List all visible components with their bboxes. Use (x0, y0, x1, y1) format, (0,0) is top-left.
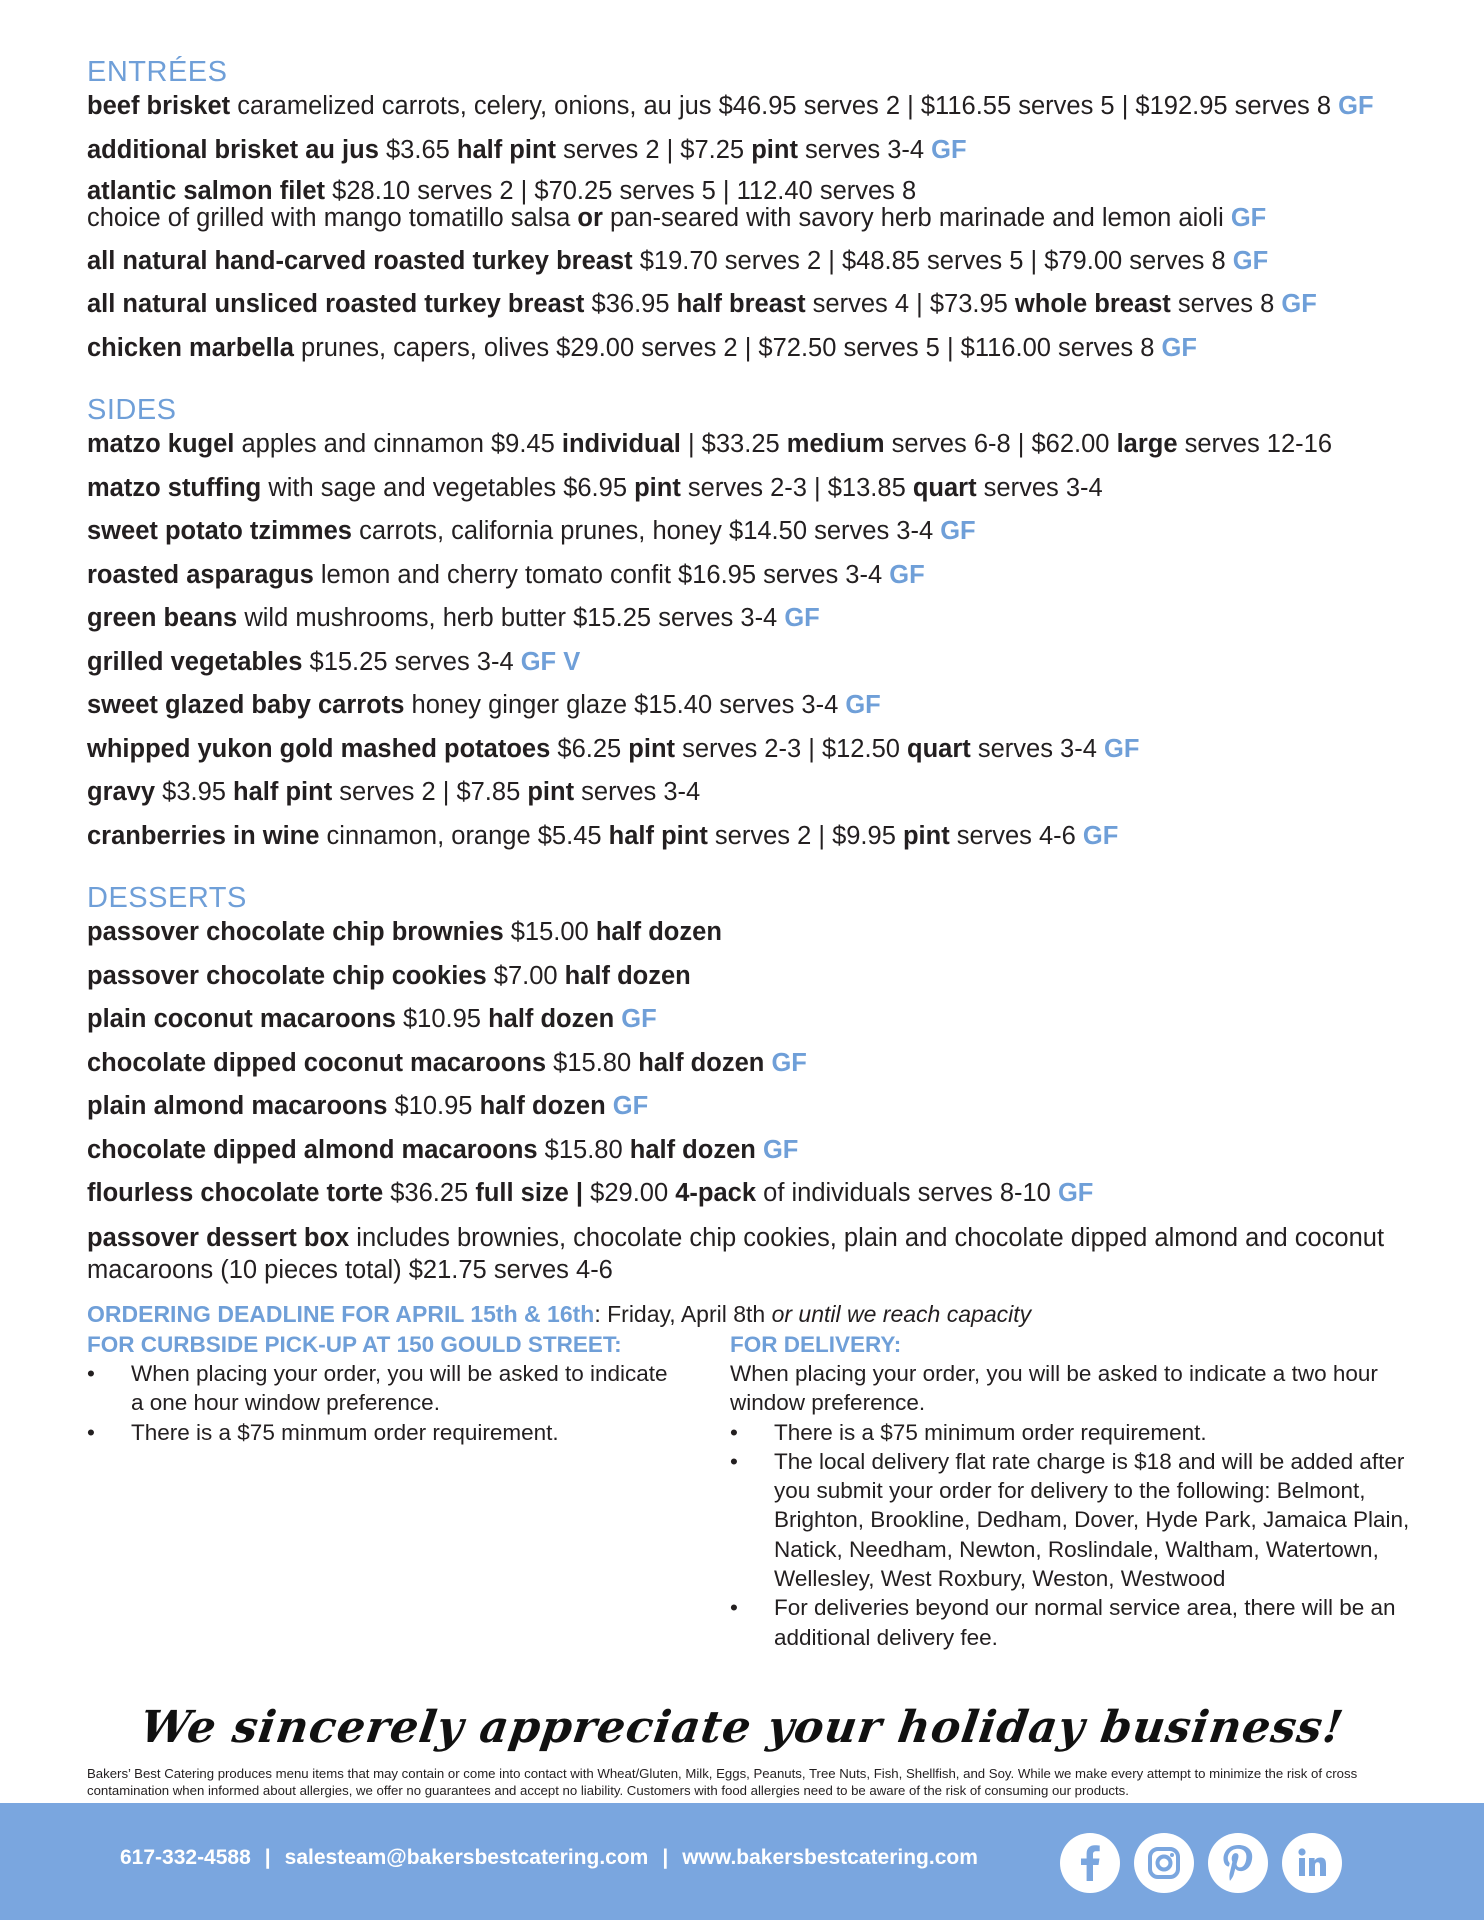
curbside-list (87, 1359, 677, 1447)
list-item: • When placing your order, you will be asked to indicate a one hour window preference. (87, 1361, 668, 1416)
gluten-free-tag: GF (1232, 246, 1269, 275)
menu-item-dipped-almond-macaroons: chocolate dipped almond macaroons $15.80 half dozen GF (87, 1135, 799, 1164)
gluten-free-tag: GF (784, 604, 820, 632)
item-name: beef brisket (87, 92, 231, 120)
facebook-icon[interactable] (1060, 1833, 1120, 1893)
gluten-free-tag: GF (771, 1048, 807, 1077)
menu-item-asparagus: roasted asparagus lemon and cherry tomato confit $16.95 serves 3-4 GF (87, 560, 925, 589)
menu-item-cookies: passover chocolate chip cookies $7.00 half dozen (87, 961, 691, 990)
menu-item-dessert-box: passover dessert box includes brownies, chocolate chip cookies, plain and chocolate dipped almond and coconut macaroons (10 pieces total) $21.75 serves 4-6 (87, 1223, 1385, 1284)
ordering-deadline: ORDERING DEADLINE FOR APRIL 15th & 16th: Friday, April 8th or until we reach capacity (87, 1301, 1032, 1327)
allergy-disclaimer: Bakers’ Best Catering produces menu items that may contain or come into contact with Wheat/Gluten, Milk, Eggs, Peanuts, Tree Nuts, Fish, Shellfish, and Soy. While we make every attempt to minimize the risk of cross contamination when informed about allergies, we offer no guarantees and accept no liability. Customers with food allergies need to be aware of the risk of consuming our products. (87, 1766, 1358, 1798)
email-link[interactable]: salesteam@bakersbestcatering.com (284, 1846, 649, 1869)
list-item: • For deliveries beyond our normal service area, there will be an additional delivery fee. (730, 1595, 1396, 1650)
gluten-free-tag: GF (1082, 821, 1119, 850)
menu-item-cranberries: cranberries in wine cinnamon, orange $5.45 half pint serves 2 | $9.95 pint serves 4-6 GF (87, 821, 1119, 850)
footer-bar (0, 1803, 1484, 1920)
desserts-heading: DESSERTS (87, 882, 247, 914)
menu-item-baby-carrots: sweet glazed baby carrots honey ginger glaze $15.40 serves 3-4 GF (87, 691, 881, 719)
gluten-free-tag: GF (1230, 204, 1267, 232)
salmon-description: choice of grilled with mango tomatillo salsa or pan-seared with savory herb marinade and lemon aioli GF (87, 204, 1267, 232)
menu-item-matzo-stuffing: matzo stuffing with sage and vegetables $6.95 pint serves 2-3 | $13.85 quart serves 3-4 (87, 473, 1103, 502)
menu-item-almond-macaroons: plain almond macaroons $10.95 half dozen GF (87, 1092, 649, 1120)
gluten-free-tag: GF (845, 691, 881, 719)
menu-item-tzimmes: sweet potato tzimmes carrots, california prunes, honey $14.50 serves 3-4 GF (87, 517, 976, 545)
pinterest-icon[interactable] (1208, 1833, 1268, 1893)
gluten-free-tag: GF (621, 1005, 657, 1033)
menu-item-grilled-vegetables: grilled vegetables $15.25 serves 3-4 GF V (87, 647, 581, 676)
contact-info: 617-332-4588 | salesteam@bakersbestcatering.com | www.bakersbestcatering.com (120, 1846, 978, 1869)
website-link[interactable]: www.bakersbestcatering.com (682, 1846, 978, 1869)
menu-item-brisket-au-jus: additional brisket au jus $3.65 half pint serves 2 | $7.25 pint serves 3-4 GF (87, 135, 967, 164)
gluten-free-tag: GF (940, 517, 976, 545)
list-item: • There is a $75 minmum order requirement. (87, 1419, 559, 1445)
linkedin-icon[interactable] (1282, 1833, 1342, 1893)
gluten-free-tag: GF (762, 1135, 799, 1164)
gluten-free-tag: GF (1338, 92, 1374, 120)
delivery-intro: When placing your order, you will be asked to indicate a two hour window preference. (730, 1361, 1378, 1416)
gluten-free-tag: GF (612, 1092, 649, 1120)
menu-item-mashed-potatoes: whipped yukon gold mashed potatoes $6.25 pint serves 2-3 | $12.50 quart serves 3-4 GF (87, 734, 1140, 763)
menu-item-matzo-kugel: matzo kugel apples and cinnamon $9.45 individual | $33.25 medium serves 6-8 | $62.00 large serves 12-16 (87, 430, 1333, 458)
entrees-heading: ENTRÉES (87, 56, 228, 88)
menu-item-beef-brisket: beef brisket caramelized carrots, celery, onions, au jus $46.95 serves 2 | $116.55 serves 5 | $192.95 serves 8 GF (87, 92, 1374, 120)
menu-item-salmon-filet: atlantic salmon filet $28.10 serves 2 | $70.25 serves 5 | 112.40 serves 8 choice of grilled with mango tomatillo salsa or pan-seared with savory herb marinade and lemon aioli GF (87, 178, 1407, 232)
instagram-icon[interactable] (1134, 1833, 1194, 1893)
menu-item-carved-turkey: all natural hand-carved roasted turkey breast $19.70 serves 2 | $48.85 serves 5 | $79.00 serves 8 GF (87, 246, 1269, 275)
delivery-heading: FOR DELIVERY: (730, 1332, 902, 1357)
gluten-free-tag: GF (1057, 1179, 1094, 1207)
menu-item-green-beans: green beans wild mushrooms, herb butter $15.25 serves 3-4 GF (87, 604, 820, 632)
list-item: • The local delivery flat rate charge is $18 and will be added after you submit your order for delivery to the following: Belmont, Brighton, Brookline, Dedham, Dover, Hyde Park, Jamaica Plain, Natick, Needham, Newton, Roslindale, Waltham, Watertown, Wellesley, West Roxbury, Weston, Westwood (730, 1448, 1410, 1592)
menu-item-gravy: gravy $3.95 half pint serves 2 | $7.85 pint serves 3-4 (87, 778, 701, 806)
gluten-free-tag: GF (889, 560, 925, 589)
curbside-section (87, 1330, 677, 1447)
menu-item-brownies: passover chocolate chip brownies $15.00 half dozen (87, 918, 722, 946)
gluten-free-vegan-tag: GF V (520, 647, 581, 676)
delivery-list (730, 1418, 1410, 1652)
list-item: • There is a $75 minimum order requirement. (730, 1419, 1207, 1445)
phone-link[interactable]: 617-332-4588 (120, 1846, 251, 1869)
delivery-section (730, 1330, 1410, 1652)
gluten-free-tag: GF (1161, 333, 1197, 362)
menu-content (87, 55, 1410, 1700)
gluten-free-tag: GF (1104, 734, 1140, 763)
thank-you-message: We sincerely appreciate your holiday business! (137, 1702, 1347, 1753)
sides-heading: SIDES (87, 394, 177, 426)
menu-item-chicken-marbella: chicken marbella prunes, capers, olives $29.00 serves 2 | $72.50 serves 5 | $116.00 serves 8 GF (87, 333, 1197, 362)
gluten-free-tag: GF (931, 135, 967, 164)
curbside-heading: FOR CURBSIDE PICK-UP AT 150 GOULD STREET: (87, 1332, 622, 1357)
menu-item-coconut-macaroons: plain coconut macaroons $10.95 half dozen GF (87, 1005, 657, 1033)
ordering-details (87, 1330, 1410, 1700)
gluten-free-tag: GF (1281, 290, 1317, 318)
menu-item-dipped-coconut-macaroons: chocolate dipped coconut macaroons $15.80 half dozen GF (87, 1048, 807, 1077)
menu-item-unsliced-turkey: all natural unsliced roasted turkey breast $36.95 half breast serves 4 | $73.95 whole breast serves 8 GF (87, 290, 1317, 318)
menu-item-flourless-torte: flourless chocolate torte $36.25 full size | $29.00 4-pack of individuals serves 8-10 GF (87, 1179, 1094, 1207)
